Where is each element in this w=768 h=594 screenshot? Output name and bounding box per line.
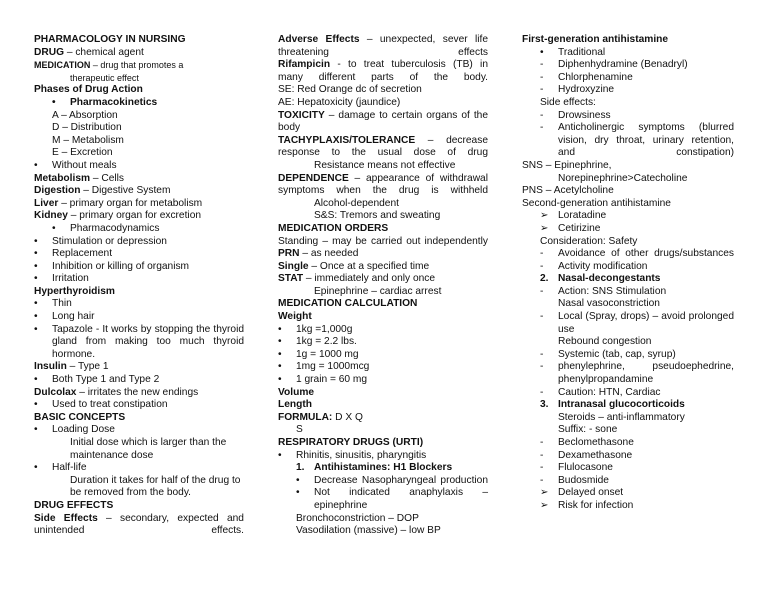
line-text: Loading Dose [52,424,115,436]
text-line [34,84,244,97]
line-text: therapeutic effect [70,72,139,83]
text-line [34,34,244,47]
line-text: – appearance of withdrawal symptoms when the drug is withheld [278,172,488,197]
list-marker: • [34,399,38,411]
line-text: – unexpected, sever life threatening effects [278,34,488,58]
line-text: 1mg = 1000mcg [296,361,370,373]
list-item [278,450,488,463]
text-line [278,135,488,160]
text-line [278,198,488,211]
list-item [34,374,244,387]
list-item [522,462,734,475]
list-marker: • [52,222,56,234]
list-marker: • [296,474,300,486]
line-text: Delayed onset [558,487,624,499]
line-text: Phases of Drug Action [34,84,143,96]
list-marker: • [34,273,38,285]
list-marker: • [278,323,282,335]
line-text: 1g = 1000 mg [296,348,359,360]
line-text: Intranasal glucocorticoids [558,399,685,411]
line-text: PNS – Acetylcholine [522,185,614,197]
line-text: Volume [278,386,315,398]
list-marker: • [540,46,544,58]
list-marker: • [34,248,38,260]
line-text: – secondary, expected and unintended effects. [34,512,244,537]
text-line [34,185,244,198]
line-text: M – Metabolism [52,134,124,146]
line-text: Drowsiness [558,109,611,121]
text-line [278,286,488,299]
line-text: Decrease Nasopharyngeal production [314,474,488,486]
line-text: – drug that promotes a [90,60,184,71]
line-text: S [296,424,303,436]
text-line [278,173,488,198]
line-text: Traditional [558,46,606,58]
text-line [278,412,488,425]
text-line [34,47,244,60]
text-line [522,412,734,425]
line-text: Long hair [52,311,95,323]
term-heading: Liver [34,197,59,209]
line-text: D – Distribution [52,122,122,134]
text-line [522,236,734,249]
text-line [34,500,244,513]
list-item [522,248,734,261]
line-text: Nasal-decongestants [558,273,661,285]
list-item [522,437,734,450]
list-marker: - [540,474,544,486]
list-marker: • [34,235,38,247]
list-marker: - [540,260,544,272]
term-heading: Kidney [34,210,68,222]
column-middle [278,34,488,538]
term-heading: TOXICITY [278,109,325,121]
text-line [278,261,488,274]
line-text: Standing – may be carried out independently [278,235,488,247]
line-text: Vasodilation (massive) – low BP [296,525,441,537]
text-line [34,412,244,425]
term-heading: Side Effects [34,512,98,524]
line-text: E – Excretion [52,147,113,159]
line-text: Inhibition or killing of organism [52,260,190,272]
list-item [522,487,734,500]
line-text: – decrease response to the usual dose of drug [278,134,488,159]
line-text: - to treat tuberculosis (TB) in many different parts of the body. [278,59,488,83]
text-line [34,59,244,72]
list-item [522,349,734,362]
column-left [34,34,244,538]
list-marker: • [278,374,282,386]
line-text: PHARMACOLOGY IN NURSING [34,34,186,45]
line-text: Alcohol-dependent [314,197,399,209]
list-item [34,236,244,249]
list-marker: • [34,462,38,474]
term-heading: PRN [278,248,300,260]
text-line [278,513,488,526]
term-heading: Digestion [34,185,81,197]
text-line [522,173,734,186]
list-item [34,311,244,324]
list-marker: • [52,96,56,108]
list-item [278,374,488,387]
line-text: Avoidance of other drugs/substances [558,248,734,260]
text-line [278,34,488,59]
list-item [522,110,734,123]
line-text: Weight [278,311,312,323]
list-item [34,248,244,261]
line-text: phenylephrine, pseudoephedrine, phenylpropandamine [558,361,734,386]
list-marker: - [540,84,544,96]
text-line [522,336,734,349]
line-text: DRUG EFFECTS [34,499,114,511]
line-text: SNS – Epinephrine, [522,159,612,171]
line-text: Half-life [52,462,87,474]
text-line [278,437,488,450]
text-line [34,173,244,186]
text-line [34,147,244,160]
line-text: Not indicated anaphylaxis – epinephrine [314,487,488,511]
line-text: MEDICATION ORDERS [278,222,389,234]
list-item [34,261,244,274]
list-marker: • [278,348,282,360]
line-text: – Digestive System [80,185,171,197]
list-marker: 1. [296,462,305,474]
list-item [34,324,244,362]
text-line [522,298,734,311]
text-line [278,273,488,286]
line-text: Loratadine [558,210,607,222]
line-text: – chemical agent [64,46,144,58]
text-line [522,185,734,198]
term-heading: MEDICATION [34,60,91,71]
line-text: – primary organ for excretion [67,210,202,222]
text-line [34,198,244,211]
text-line [522,34,734,47]
text-line [34,387,244,400]
list-item [522,273,734,286]
term-heading: STAT [278,273,304,285]
list-marker: - [540,248,544,260]
line-text: BASIC CONCEPTS [34,411,126,423]
line-text: Used to treat constipation [52,399,168,411]
list-marker: • [34,298,38,310]
text-line [278,84,488,97]
list-item [522,59,734,72]
line-text: Bronchoconstriction – DOP [296,512,419,524]
text-line [522,198,734,211]
text-line [278,223,488,236]
line-text: Rebound congestion [558,336,652,348]
line-text: Antihistamines: H1 Blockers [314,462,453,474]
line-text: Stimulation or depression [52,235,167,247]
text-line [34,475,244,500]
list-item [34,399,244,412]
list-item [522,122,734,160]
line-text: Epinephrine – cardiac arrest [314,285,442,297]
list-item [34,223,244,236]
list-item [278,349,488,362]
line-text: Without meals [52,159,117,171]
list-item [522,361,734,386]
line-text: Hydroxyzine [558,84,615,96]
list-marker: • [34,323,38,335]
term-heading: TACHYPLAXIS/TOLERANCE [278,134,416,146]
line-text: D X Q [332,411,363,423]
text-line [278,424,488,437]
line-text: Consideration: Safety [540,235,638,247]
list-item [522,387,734,400]
line-text: Side effects: [540,96,596,108]
list-item [522,47,734,60]
term-heading: DEPENDENCE [278,172,349,184]
text-line [522,160,734,173]
list-marker: • [278,361,282,373]
line-text: Systemic (tab, cap, syrup) [558,348,676,360]
term-heading: Metabolism [34,172,91,184]
term-heading: Adverse Effects [278,34,360,45]
text-line [278,387,488,400]
list-item [34,298,244,311]
line-text: Nasal vasoconstriction [558,298,660,310]
line-text: 1kg =1,000g [296,323,353,335]
list-item [278,475,488,488]
line-text: First-generation antihistamine [522,34,669,45]
line-text: AE: Hepatoxicity (jaundice) [278,96,401,108]
list-marker: • [278,449,282,461]
line-text: Chlorphenamine [558,71,633,83]
list-item [278,336,488,349]
list-marker: • [278,336,282,348]
line-text: Both Type 1 and Type 2 [52,374,160,386]
line-text: Local (Spray, drops) – avoid prolonged use [558,311,734,335]
list-marker: • [34,260,38,272]
list-item [278,324,488,337]
line-text: Beclomethasone [558,437,634,448]
list-item [522,223,734,236]
list-marker: 3. [540,399,549,411]
list-marker: • [34,159,38,171]
text-line [34,135,244,148]
line-text: SE: Red Orange dc of secretion [278,84,422,96]
text-line [522,424,734,437]
term-heading: Rifampicin [278,59,331,71]
list-marker: - [540,109,544,121]
line-text: Pharmacodynamics [70,222,160,234]
line-text: Duration it takes for half of the drug to be removed from the body. [70,474,241,499]
text-line [278,248,488,261]
list-marker: - [540,122,544,134]
text-line [278,210,488,223]
line-text: Pharmacokinetics [70,96,158,108]
line-text: Rhinitis, sinusitis, pharyngitis [296,449,427,461]
list-item [34,273,244,286]
list-marker: • [34,374,38,386]
list-item [522,286,734,299]
list-item [34,97,244,110]
list-marker: • [34,311,38,323]
list-marker: - [540,437,544,448]
line-text: Risk for infection [558,499,634,511]
line-text: Flulocasone [558,462,613,474]
list-marker: - [540,386,544,398]
line-text: RESPIRATORY DRUGS (URTI) [278,437,424,448]
list-item [522,475,734,488]
list-item [522,500,734,513]
list-marker: - [540,59,544,71]
line-text: – irritates the new endings [76,386,199,398]
text-line [278,160,488,173]
text-line [278,311,488,324]
list-marker: - [540,348,544,360]
list-marker: - [540,285,544,297]
text-line [34,72,244,85]
line-text: Second-generation antihistamine [522,197,671,209]
text-line [278,236,488,249]
text-line [34,210,244,223]
text-line [278,525,488,538]
list-marker: - [540,361,544,373]
text-line [278,97,488,110]
line-text: Replacement [52,248,113,260]
line-text: Initial dose which is larger than the maintenance dose [70,437,227,461]
line-text: Steroids – anti-inflammatory [558,411,685,423]
list-item [278,462,488,475]
list-item [522,210,734,223]
list-marker: • [296,487,300,499]
line-text: – damage to certain organs of the body [278,109,488,134]
list-item [278,361,488,374]
text-line [34,286,244,299]
line-text: Diphenhydramine (Benadryl) [558,59,688,71]
line-text: – Cells [90,172,125,184]
line-text: 1kg = 2.2 lbs. [296,336,357,348]
list-marker: • [34,424,38,436]
list-marker: - [540,71,544,83]
line-text: Suffix: - sone [558,424,618,436]
list-item [278,487,488,512]
list-item [522,84,734,97]
text-line [34,513,244,538]
term-heading: Single [278,260,309,272]
line-text: Caution: HTN, Cardiac [558,386,661,398]
text-line [278,399,488,412]
line-text: – Type 1 [66,361,109,373]
text-line [34,361,244,374]
line-text: Budosmide [558,474,609,486]
list-item [522,311,734,336]
line-text: Action: SNS Stimulation [558,285,667,297]
list-item [34,462,244,475]
text-line [522,97,734,110]
list-marker: - [540,449,544,461]
line-text: MEDICATION CALCULATION [278,298,418,310]
list-marker: ➢ [540,210,549,222]
list-item [522,399,734,412]
term-heading: DRUG [34,46,64,58]
list-item [522,450,734,463]
line-text: Hyperthyroidism [34,285,115,297]
list-marker: ➢ [540,487,549,499]
list-item [522,72,734,85]
line-text: – primary organ for metabolism [58,197,203,209]
line-text: Thin [52,298,72,310]
list-item [34,160,244,173]
text-line [278,110,488,135]
line-text: Anticholinergic symptoms (blurred vision, dry throat, urinary retention, and constipation) [558,122,734,159]
list-marker: - [540,311,544,323]
list-marker: 2. [540,273,549,285]
text-line [34,122,244,135]
line-text: – Once at a specified time [308,260,430,272]
list-marker: - [540,462,544,474]
text-line [34,110,244,123]
line-text: Resistance means not effective [314,159,456,171]
list-marker: ➢ [540,499,549,511]
line-text: Activity modification [558,260,648,272]
list-item [522,261,734,274]
line-text: – as needed [299,248,359,260]
line-text: 1 grain = 60 mg [296,374,368,386]
line-text: Cetirizine [558,222,601,234]
term-heading: Dulcolax [34,386,77,398]
term-heading: FORMULA: [278,411,333,423]
line-text: Length [278,399,312,411]
line-text: Norepinephrine>Catecholine [558,172,688,184]
line-text: Tapazole - It works by stopping the thyroid gland from making too much thyroid hormone. [52,323,244,360]
text-line [34,437,244,462]
term-heading: Insulin [34,361,67,373]
line-text: Irritation [52,273,89,285]
line-text: S&S: Tremors and sweating [314,210,441,222]
text-line [278,298,488,311]
text-line [278,59,488,84]
line-text: – immediately and only once [303,273,436,285]
list-item [34,424,244,437]
column-right [522,34,734,513]
line-text: Dexamethasone [558,449,633,461]
list-marker: ➢ [540,222,549,234]
line-text: A – Absorption [52,109,118,121]
